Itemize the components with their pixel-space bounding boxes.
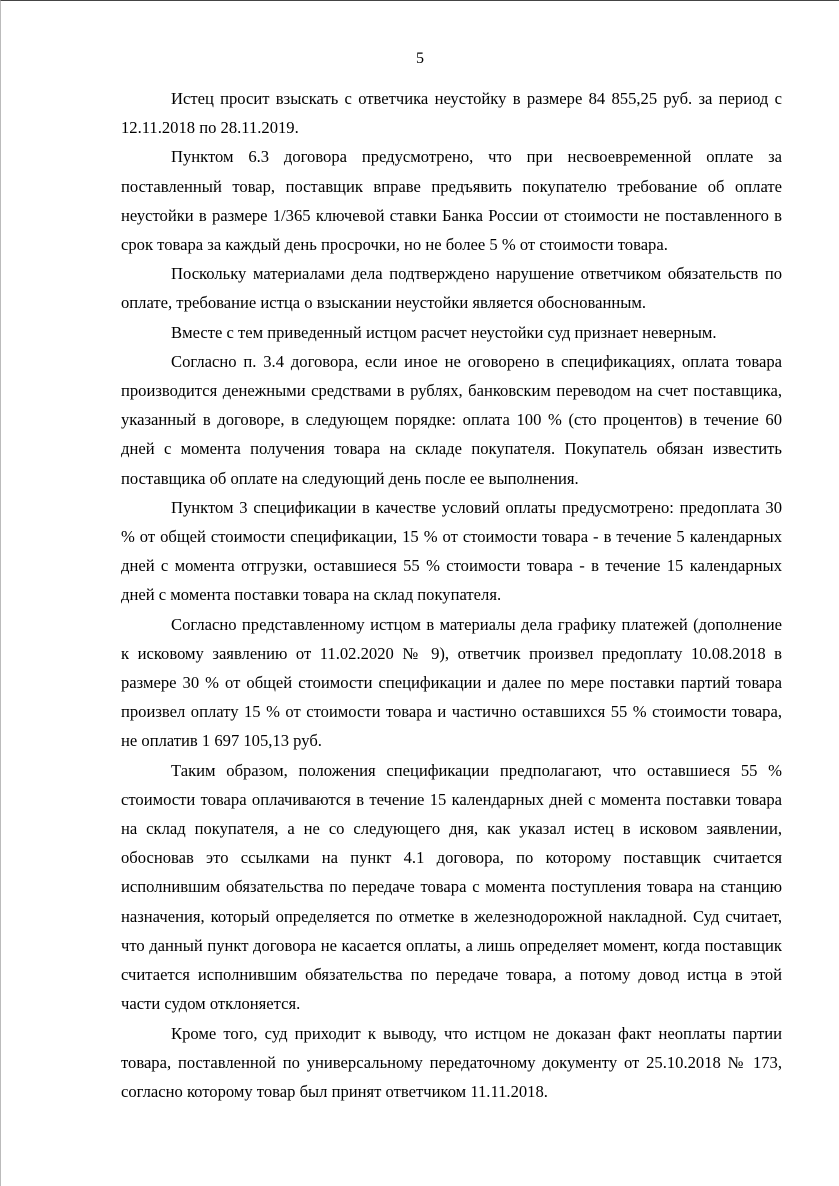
page-number: 5 — [416, 50, 424, 67]
paragraph-specification-terms: Таким образом, положения спецификации предполагают, что оставшиеся 55 % стоимости товара оплачиваются в течение 15 календарных дней с момента поставки товара на склад покупателя, а не со следующего дня, как указал истец в исковом заявлении, обосновав это ссылками на пункт 4.1 договора, по которому поставщик считается исполнившим обязательства по передаче товара с момента поступления товара на станцию назначения, который определяется по отметке в железнодорожной накладной. Суд считает, что данный пункт договора не касается оплаты, а лишь определяет момент, когда поставщик считается исполнившим обязательства по передаче товара, а потому довод истца в этой части судом отклоняется. — [121, 760, 782, 1014]
paragraph-contract-clause-3-4: Согласно п. 3.4 договора, если иное не оговорено в спецификациях, оплата товара производится денежными средствами в рублях, банковским переводом на счет поставщика, указанный в договоре, в следующем порядке: оплата 100 % (сто процентов) в течение 60 дней с момента получения товара на складе покупателя. Покупатель обязан известить поставщика об оплате на следующий день после ее выполнения. — [121, 351, 782, 488]
paragraph-contract-clause-6-3: Пунктом 6.3 договора предусмотрено, что при несвоевременной оплате за поставленный товар, поставщик вправе предъявить покупателю требование об оплате неустойки в размере 1/365 ключевой ставки Банка России от стоимости не поставленного в срок товара за каждый день просрочки, но не более 5 % от стоимости товара. — [121, 147, 782, 255]
paragraph-specification-clause-3: Пунктом 3 спецификации в качестве условий оплаты предусмотрено: предоплата 30 % от общей стоимости спецификации, 15 % от стоимости товара - в течение 5 календарных дней с момента отгрузки, оставшиеся 55 % стоимости товара - в течение 15 календарных дней с момента поставки товара на склад покупателя. — [121, 497, 782, 605]
paragraph-calculation-incorrect: Вместе с тем приведенный истцом расчет неустойки суд признает неверным. — [171, 322, 717, 342]
paragraph-unproven-nonpayment: Кроме того, суд приходит к выводу, что истцом не доказан факт неоплаты партии товара, поставленной по универсальному передаточному документу от 25.10.2018 № 173, согласно которому товар был принят ответчиком 11.11.2018. — [121, 1023, 782, 1101]
paragraph-breach-confirmed: Поскольку материалами дела подтверждено нарушение ответчиком обязательств по оплате, требование истца о взыскании неустойки является обоснованным. — [121, 264, 782, 313]
paragraph-claim-penalty: Истец просит взыскать с ответчика неустойку в размере 84 855,25 руб. за период с 12.11.2018 по 28.11.2019. — [121, 89, 782, 138]
paragraph-payment-schedule: Согласно представленному истцом в материалы дела графику платежей (дополнение к исковому заявлению от 11.02.2020 № 9), ответчик произвел предоплату 10.08.2018 в размере 30 % от общей стоимости спецификации и далее по мере поставки партий товара произвел оплату 15 % от стоимости товара и частично оставшихся 55 % стоимости товара, не оплатив 1 697 105,13 руб. — [121, 614, 782, 751]
document-body — [121, 84, 782, 1106]
